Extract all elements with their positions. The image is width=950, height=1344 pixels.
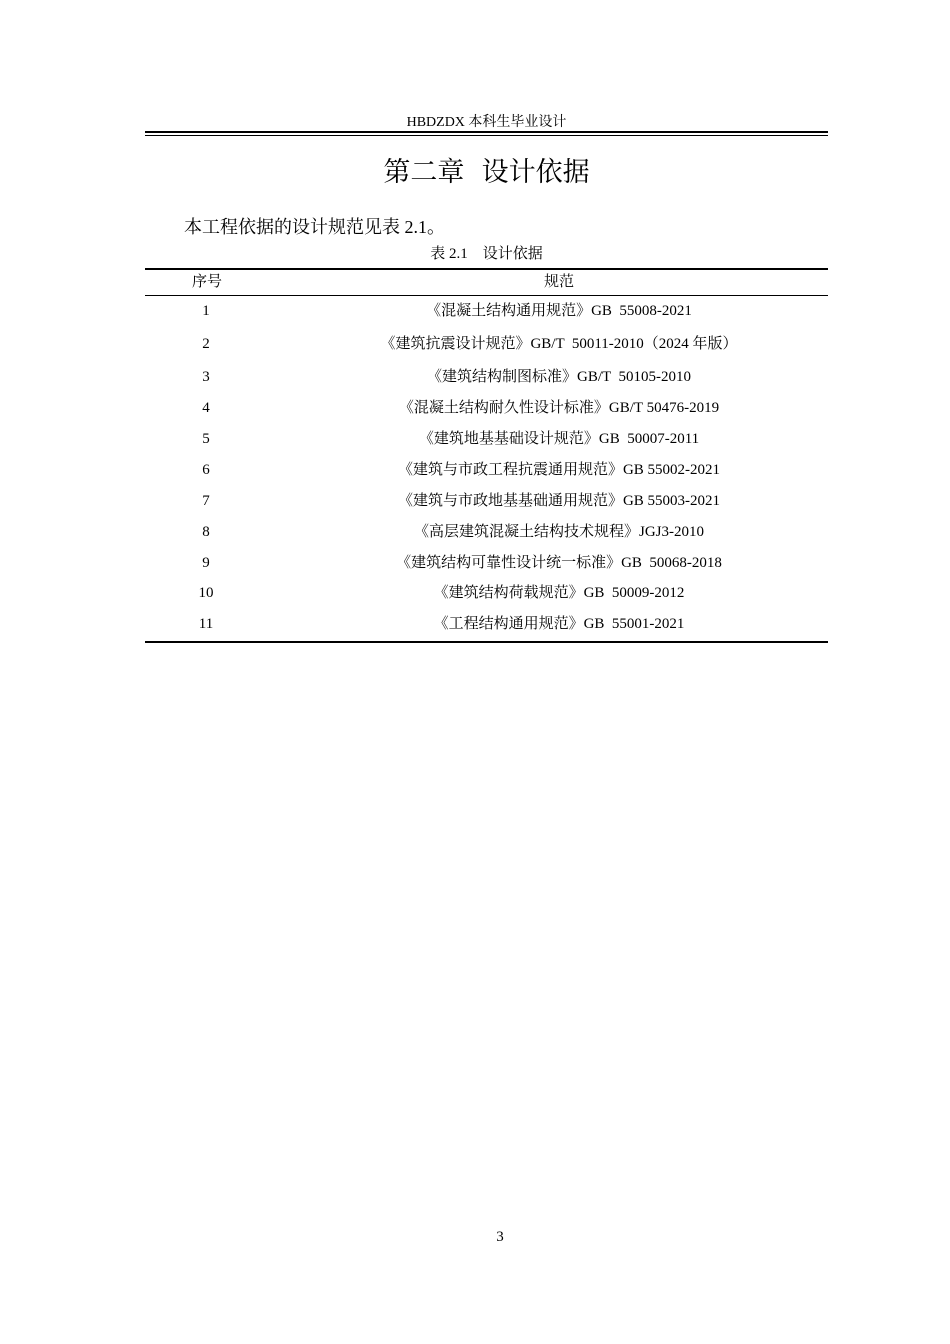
table-header-rule (145, 295, 828, 296)
row-spec: 《工程结构通用规范》GB 55001-2021 (433, 616, 685, 632)
table-row (145, 491, 828, 513)
table-row (145, 614, 828, 636)
row-no: 6 (202, 462, 210, 478)
table-header-row (145, 272, 828, 294)
running-header: HBDZDX 本科生毕业设计 (406, 115, 567, 130)
row-spec: 《建筑抗震设计规范》GB/T 50011-2010（2024 年版） (380, 336, 738, 352)
row-no: 10 (198, 585, 214, 601)
row-spec: 《建筑结构荷载规范》GB 50009-2012 (433, 585, 685, 601)
page-number: 3 (496, 1229, 504, 1245)
table-top-rule (145, 268, 828, 270)
row-spec: 《混凝土结构通用规范》GB 55008-2021 (426, 303, 692, 319)
row-spec: 《建筑结构可靠性设计统一标准》GB 50068-2018 (396, 555, 722, 571)
row-spec: 《高层建筑混凝土结构技术规程》JGJ3-2010 (413, 524, 704, 540)
table-row (145, 334, 828, 356)
table-row (145, 583, 828, 605)
table-row (145, 460, 828, 482)
row-no: 2 (202, 336, 210, 352)
table-bottom-rule (145, 641, 828, 643)
table-row (145, 367, 828, 389)
row-no: 11 (198, 616, 214, 632)
row-spec: 《建筑与市政工程抗震通用规范》GB 55002-2021 (397, 462, 721, 478)
table-caption: 表 2.1 设计依据 (430, 246, 543, 262)
row-no: 5 (202, 431, 210, 447)
row-no: 1 (202, 303, 210, 319)
chapter-title: 第二章 设计依据 (383, 157, 590, 188)
row-no: 3 (202, 369, 210, 385)
table-row (145, 429, 828, 451)
table-row (145, 522, 828, 544)
header-spec: 规范 (543, 274, 574, 290)
intro-paragraph: 本工程依据的设计规范见表 2.1。 (184, 217, 445, 237)
row-no: 9 (202, 555, 210, 571)
header-rule-thick (145, 131, 828, 133)
row-spec: 《建筑与市政地基基础通用规范》GB 55003-2021 (397, 493, 721, 509)
row-spec: 《建筑结构制图标准》GB/T 50105-2010 (427, 369, 691, 385)
row-no: 7 (202, 493, 210, 509)
row-no: 8 (202, 524, 210, 540)
header-no: 序号 (191, 274, 222, 290)
header-rule-thin (145, 135, 828, 136)
table-row (145, 301, 828, 323)
row-spec: 《混凝土结构耐久性设计标准》GB/T 50476-2019 (398, 400, 720, 416)
row-spec: 《建筑地基基础设计规范》GB 50007-2011 (418, 431, 700, 447)
table-row (145, 553, 828, 575)
row-no: 4 (202, 400, 210, 416)
table-row (145, 398, 828, 420)
